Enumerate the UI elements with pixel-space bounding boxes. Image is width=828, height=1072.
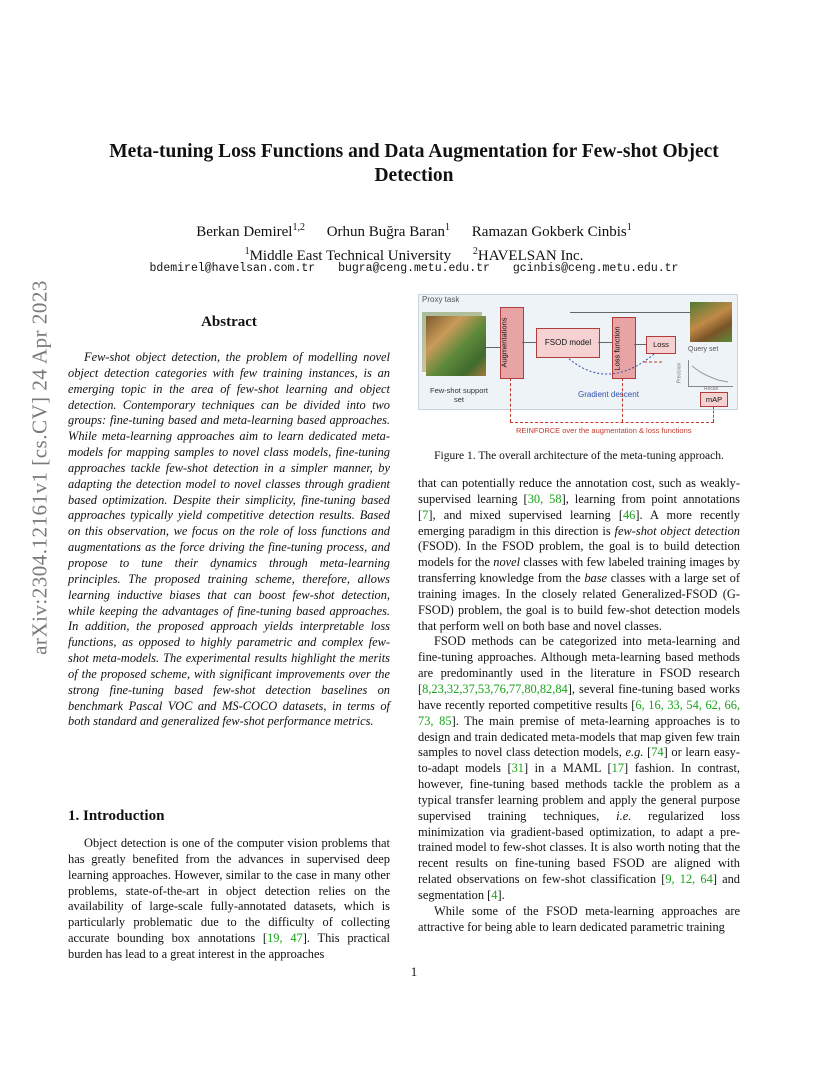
author: Orhun Buğra Baran$^1$ — [326, 222, 451, 240]
augmentations-block: Augmentations — [500, 307, 524, 379]
citation-link[interactable]: 74 — [651, 745, 664, 760]
citation-link[interactable]: 31 — [511, 761, 524, 776]
precision-recall-plot: Precision — [688, 360, 733, 387]
affiliation: $^2$HAVELSAN Inc. — [472, 246, 584, 264]
emphasis-text: novel — [493, 555, 521, 570]
author: Ramazan Gokberk Cinbis$^1$ — [471, 222, 632, 240]
query-image — [690, 302, 732, 342]
intro-paragraph: Object detection is one of the computer vision problems that has greatly benefited from the advances in supervised deep learning approaches. However, similar to the case in many other problems, state-of-the-art in object detection relies on the availability of large-scale fully-annotated datasets, which is particularly problematic due to the difficulty of collecting accurate bounding box annotations [19, 47]. This practical burden has lead to a great interest in the approaches — [68, 836, 390, 961]
arxiv-identifier: arXiv:2304.12161v1 [cs.CV] 24 Apr 2023 — [27, 280, 52, 655]
emphasis-text: base — [584, 571, 608, 586]
reinforce-label: REINFORCE over the augmentation & loss functions — [516, 426, 692, 435]
emphasis-text: few-shot object detection — [614, 523, 740, 538]
title-line-1: Meta-tuning Loss Functions and Data Augmentation for Few-shot Object — [109, 141, 719, 162]
fsod-model-block: FSOD model — [536, 328, 600, 358]
proxy-task-label: Proxy task — [422, 295, 460, 304]
affiliation: $^1$Middle East Technical University — [244, 246, 452, 264]
citation-link[interactable]: 17 — [611, 761, 625, 776]
emphasis-text: i.e. — [616, 808, 632, 823]
loss-function-block: Loss function — [612, 317, 636, 379]
email-list — [60, 262, 768, 275]
citation-link[interactable]: 46 — [622, 507, 636, 522]
figure-caption: Figure 1. The overall architecture of the meta-tuning approach. — [434, 450, 724, 462]
paper-title — [60, 140, 768, 188]
abstract-heading: Abstract — [201, 314, 257, 330]
emphasis-text: e.g. — [625, 745, 644, 760]
email[interactable]: bugra@ceng.metu.edu.tr — [338, 262, 490, 275]
title-line-2: Detection — [374, 165, 454, 186]
map-block: mAP — [700, 392, 728, 407]
author-block — [60, 218, 768, 266]
page-number: 1 — [410, 964, 418, 979]
citation-link[interactable]: 8,23,32,37,53,76,77,80,82,84 — [422, 681, 568, 696]
author: Berkan Demirel$^{1,2}$ — [196, 222, 305, 240]
loss-block: Loss — [646, 336, 676, 354]
right-paragraph-3: While some of the FSOD meta-learning approaches are attractive for being able to learn dedicated parametric training — [418, 903, 740, 934]
recall-label: Recall — [704, 386, 718, 392]
query-set-label: Query set — [688, 346, 719, 353]
citation-link[interactable]: 9, 12, 64 — [665, 872, 713, 887]
gradient-descent-label: Gradient descent — [578, 390, 639, 399]
figure-1 — [418, 292, 740, 438]
abstract-text: Few-shot object detection, the problem of modelling novel object detection categories with few training instances, is an emerging topic in the area of few-shot learning and object detection. Contemporary techniques can be divided into two groups: fine-tuning based and meta-learning based approaches. While meta-learning approaches aim to learn dedicated meta-models for mapping samples to novel class models, fine-tuning approaches tackle few-shot detection in a simpler manner, by adapting the detection model to novel classes through gradient based optimization. Despite their simplicity, fine-tuning based approaches typically yield competitive detection results. Based on this observation, we focus on the role of loss functions and augmentations as the force driving the fine-tuning process, and propose to tune their dynamics through meta-learning principles. The proposed training scheme, therefore, allows learning inductive biases that can boost few-shot detection, while keeping the advantages of fine-tuning based approaches. In addition, the proposed approach yields interpretable loss functions, as opposed to highly parametric and complex few-shot meta-models. The experimental results highlight the merits of the proposed scheme, with significant improvements over the strong fine-tuning based few-shot detection baselines on benchmark Pascal VOC and MS-COCO datasets, in terms of both standard and generalized few-shot performance metrics. — [68, 350, 390, 729]
intro-heading: 1. Introduction — [68, 808, 165, 824]
right-paragraph-2: FSOD methods can be categorized into meta-learning and fine-tuning approaches. Although meta-learning based methods are predominantly used in the literature in FSOD research [8,23,32,37,53,76,77,80,82,84], several fine-tuning based works have recently reported competitive results [6, 16, 33, 54, 62, 66, 73, 85]. The main premise of meta-learning approaches is to design and train dedicated meta-models that map given few train samples to novel class detection models, e.g. [74] or learn easy-to-adapt models [31] in a MAML [17] fashion. In contrast, however, fine-tuning based methods tackle the problem as a typical transfer learning problem and apply the general purpose supervised training techniques, i.e. regularized loss minimization via gradient-based optimization, to adapt a pre-trained model to few-shot classes. It is also worth noting that the recent results on fine-tuning based FSOD are aligned with related observations on few-shot classification [9, 12, 64] and segmentation [4]. — [418, 634, 741, 902]
right-column — [418, 476, 740, 935]
citation-link[interactable]: 30, 58 — [527, 491, 562, 506]
citation-link[interactable]: 19, 47 — [267, 931, 303, 946]
author-names — [60, 218, 768, 242]
support-set-label: Few-shot support set — [430, 386, 488, 404]
email[interactable]: gcinbis@ceng.metu.edu.tr — [512, 262, 679, 275]
citation-link[interactable]: 4 — [491, 887, 498, 902]
citation-link[interactable]: 6, 16, 33, 54, 62, 66, 73, 85 — [418, 697, 740, 728]
right-paragraph-1: that can potentially reduce the annotation cost, such as weakly-supervised learning [30, 58], learning from point annotations [7], and mixed supervised learning [46]. A more recently emerging paradigm in this direction is few-shot object detection (FSOD). In the FSOD problem, the goal is to build detection models for the novel classes with few labeled training images by transferring knowledge from the base classes with a large set of training images. In the closely related Generalized-FSOD (G-FSOD) problem, the goal is to build few-shot detection models that perform well on both base and novel classes. — [418, 476, 741, 633]
citation-link[interactable]: 7 — [422, 507, 429, 522]
email[interactable]: bdemirel@havelsan.com.tr — [149, 262, 316, 275]
